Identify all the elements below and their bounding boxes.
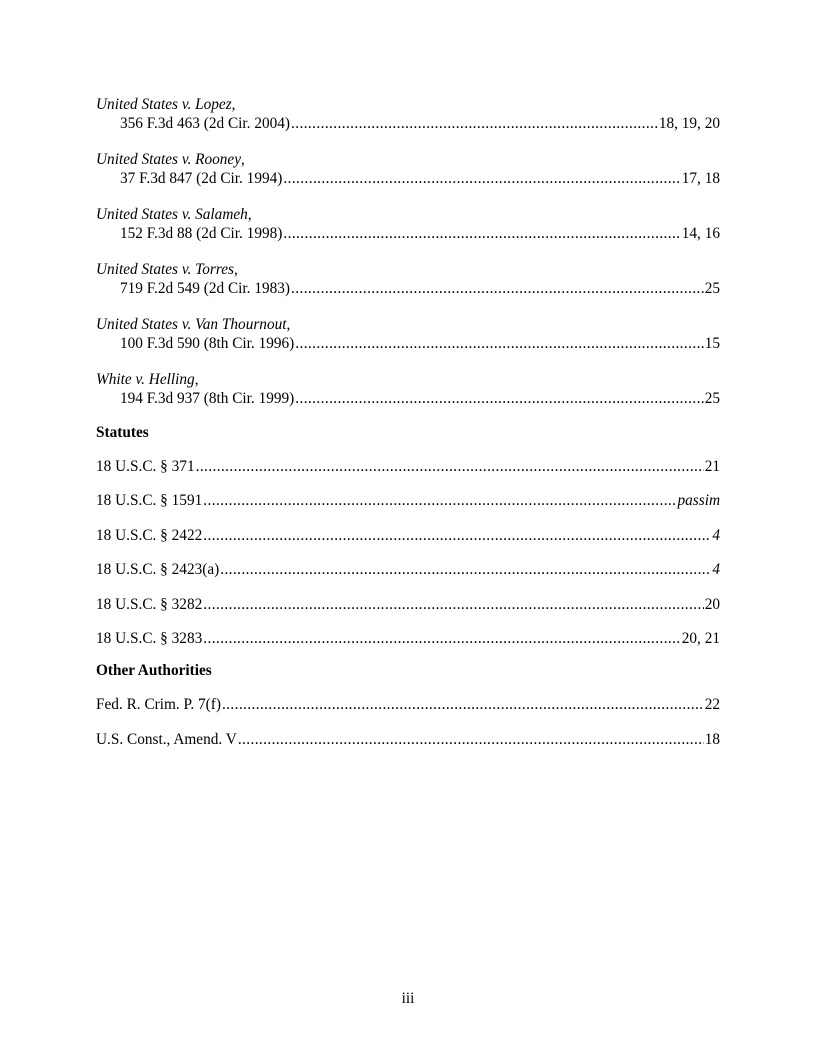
- statute-citation: 18 U.S.C. § 2423(a): [96, 561, 220, 579]
- case-name: United States v. Torres,: [96, 261, 238, 278]
- page-references: 20: [704, 595, 720, 613]
- dot-leader: [283, 169, 680, 188]
- case-citation-line: [96, 334, 720, 353]
- case-entry: [96, 150, 720, 188]
- case-citation: 37 F.3d 847 (2d Cir. 1994): [120, 170, 283, 187]
- page-references: 18, 19, 20: [658, 115, 720, 132]
- statute-entry: [96, 595, 720, 614]
- dot-leader: [203, 595, 703, 614]
- page-references: 25: [704, 390, 720, 407]
- case-name: United States v. Van Thournout,: [96, 316, 291, 333]
- case-citation: 719 F.2d 549 (2d Cir. 1983): [120, 280, 291, 297]
- dot-leader: [203, 526, 711, 545]
- case-citation-line: [96, 389, 720, 408]
- section-heading-statutes: Statutes: [96, 424, 149, 441]
- page-references: 25: [704, 280, 720, 297]
- page-references: 4: [712, 526, 720, 544]
- dot-leader: [222, 695, 704, 714]
- statute-citation: 18 U.S.C. § 3283: [96, 629, 203, 647]
- section-heading-other-authorities: Other Authorities: [96, 662, 212, 680]
- case-citation-line: [96, 279, 720, 298]
- page-references: 18: [704, 730, 720, 748]
- case-citation: 152 F.3d 88 (2d Cir. 1998): [120, 225, 283, 242]
- dot-leader: [203, 491, 676, 510]
- authority-citation: U.S. Const., Amend. V: [96, 730, 237, 748]
- statute-citation: 18 U.S.C. § 371: [96, 458, 195, 475]
- case-citation: 356 F.3d 463 (2d Cir. 2004): [120, 115, 291, 132]
- statute-citation: 18 U.S.C. § 2422: [96, 526, 203, 544]
- dot-leader: [291, 114, 658, 133]
- statute-entry: [96, 491, 720, 510]
- case-citation-line: [96, 169, 720, 188]
- authority-citation: Fed. R. Crim. P. 7(f): [96, 696, 221, 714]
- authority-entry: [96, 730, 720, 749]
- page-number: iii: [401, 990, 415, 1007]
- case-entry: [96, 95, 720, 133]
- dot-leader: [283, 224, 680, 243]
- case-name: United States v. Salameh,: [96, 206, 252, 223]
- case-entry: [96, 205, 720, 243]
- page-references: 21: [704, 458, 720, 475]
- case-citation: 100 F.3d 590 (8th Cir. 1996): [120, 335, 295, 352]
- page-references: 15: [704, 335, 720, 352]
- statute-citation: 18 U.S.C. § 1591: [96, 492, 203, 510]
- dot-leader: [295, 389, 703, 408]
- table-of-authorities: [96, 95, 720, 764]
- dot-leader: [220, 560, 711, 579]
- statute-entry: [96, 526, 720, 545]
- dot-leader: [203, 629, 681, 648]
- case-name: United States v. Rooney,: [96, 151, 245, 168]
- page-references: 22: [704, 696, 720, 714]
- page-references: 17, 18: [681, 170, 720, 187]
- page-references: 4: [712, 561, 720, 579]
- case-entry: [96, 315, 720, 353]
- case-entry: [96, 260, 720, 298]
- case-name: United States v. Lopez,: [96, 96, 236, 113]
- statute-entry: [96, 560, 720, 579]
- case-name: White v. Helling,: [96, 371, 199, 388]
- page-references: 14, 16: [681, 225, 720, 242]
- case-citation-line: [96, 224, 720, 243]
- dot-leader: [238, 730, 704, 749]
- dot-leader: [196, 457, 704, 476]
- case-citation: 194 F.3d 937 (8th Cir. 1999): [120, 390, 295, 407]
- case-citation-line: [96, 114, 720, 133]
- dot-leader: [291, 279, 704, 298]
- authority-entry: [96, 695, 720, 714]
- statute-entry: [96, 457, 720, 476]
- dot-leader: [295, 334, 703, 353]
- statute-entry: [96, 629, 720, 648]
- page-references: passim: [677, 492, 720, 510]
- statute-citation: 18 U.S.C. § 3282: [96, 595, 203, 613]
- case-entry: [96, 370, 720, 408]
- page-references: 20, 21: [681, 629, 720, 647]
